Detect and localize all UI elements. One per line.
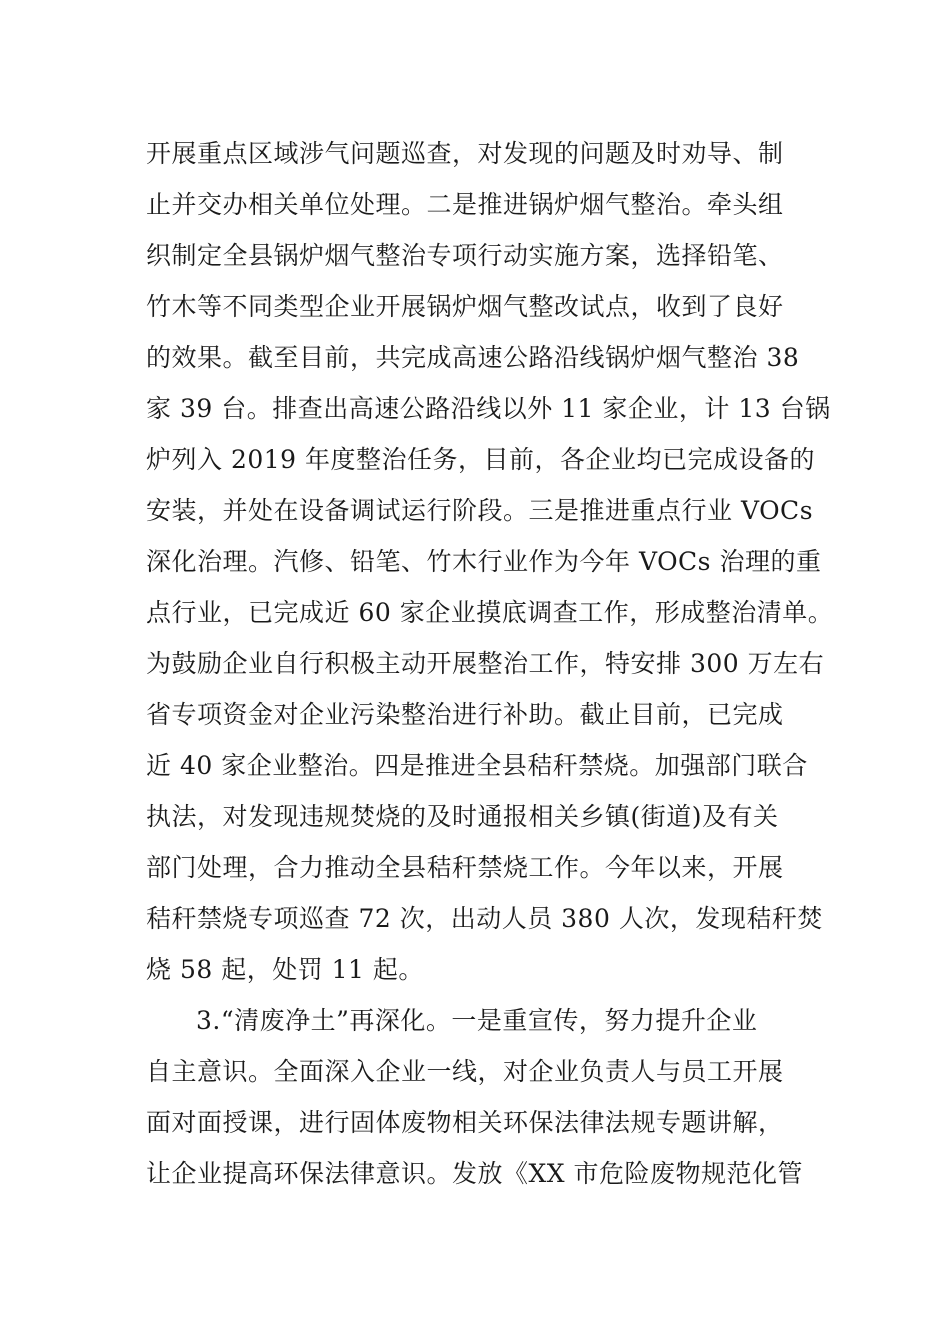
text-line: 近 40 家企业整治。四是推进全县秸秆禁烧。加强部门联合 [146, 751, 808, 780]
text-line: 深化治理。汽修、铅笔、竹木行业作为今年 VOCs 治理的重 [146, 547, 822, 576]
text-line: 执法，对发现违规焚烧的及时通报相关乡镇(街道)及有关 [146, 802, 779, 831]
text-line-heading: 3.“清废净土”再深化。一是重宣传，努力提升企业 [196, 1006, 758, 1035]
text-line: 家 39 台。排查出高速公路沿线以外 11 家企业，计 13 台锅 [146, 394, 831, 423]
text-line: 织制定全县锅炉烟气整治专项行动实施方案，选择铅笔、 [146, 241, 784, 270]
text-line: 的效果。截至目前，共完成高速公路沿线锅炉烟气整治 38 [146, 343, 800, 372]
text-line: 炉列入 2019 年度整治任务，目前，各企业均已完成设备的 [146, 445, 816, 474]
text-line: 让企业提高环保法律意识。发放《XX 市危险废物规范化管 [146, 1159, 804, 1188]
text-line: 点行业，已完成近 60 家企业摸底调查工作，形成整治清单。 [146, 598, 834, 627]
text-line: 开展重点区域涉气问题巡查，对发现的问题及时劝导、制 [146, 139, 784, 168]
text-line: 秸秆禁烧专项巡查 72 次，出动人员 380 人次，发现秸秆焚 [146, 904, 823, 933]
text-line: 部门处理，合力推动全县秸秆禁烧工作。今年以来，开展 [146, 853, 784, 882]
text-line: 安装，并处在设备调试运行阶段。三是推进重点行业 VOCs [146, 496, 814, 525]
paragraph-air-governance [146, 128, 834, 995]
text-line: 为鼓励企业自行积极主动开展整治工作，特安排 300 万左右 [146, 649, 825, 678]
text-line: 烧 58 起，处罚 11 起。 [146, 955, 424, 984]
text-line: 面对面授课，进行固体废物相关环保法律法规专题讲解， [146, 1108, 784, 1137]
text-line: 竹木等不同类型企业开展锅炉烟气整改试点，收到了良好 [146, 292, 784, 321]
text-line: 省专项资金对企业污染整治进行补助。截止目前，已完成 [146, 700, 784, 729]
text-line: 自主意识。全面深入企业一线，对企业负责人与员工开展 [146, 1057, 784, 1086]
paragraph-waste-soil [146, 995, 806, 1199]
text-line: 止并交办相关单位处理。二是推进锅炉烟气整治。牵头组 [146, 190, 784, 219]
